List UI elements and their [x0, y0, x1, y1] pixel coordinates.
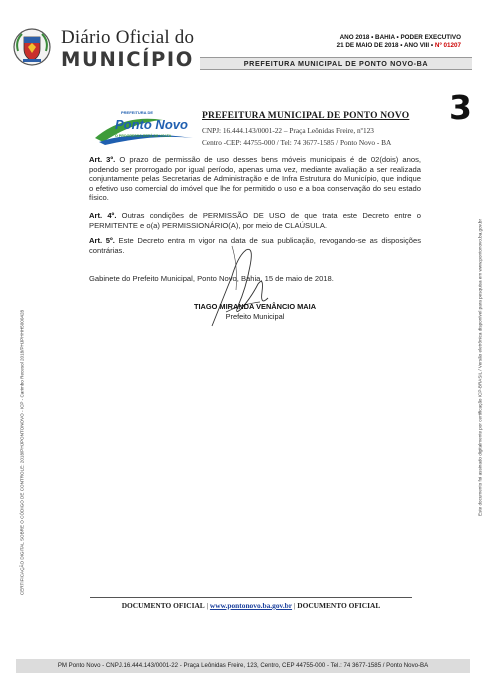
- signer-role: Prefeito Municipal: [225, 312, 285, 321]
- masthead-title-top: Diário Oficial do: [61, 27, 195, 48]
- issue-date: 21 DE MAIO DE 2018 • ANO VIII •: [336, 42, 434, 49]
- footer-label-left: DOCUMENTO OFICIAL: [121, 601, 205, 610]
- issue-line-2: [337, 42, 461, 50]
- masthead: [10, 24, 475, 74]
- bottom-address-bar: PM Ponto Novo - CNPJ.16.444.143/0001-22 - Praça Leônidas Freire, 123, Centro, CEP 44755-000 - Tel.: 74 3677-1585 / Ponto Novo-BA: [16, 659, 470, 673]
- certification-vertical-text: CERTIFICAÇÃO DIGITAL SOBRE O CÓDIGO DE CONTROLE: 2018/PHJPONTONOVO - ICP - Carimbo Recesol 2018/PHJPHHH5000428: [19, 309, 25, 596]
- footer-label-right: DOCUMENTO OFICIAL: [297, 601, 381, 610]
- logo-slogan: O PROGRESSO ESTÁ DE VOLTA: [115, 134, 172, 138]
- footer-url-link[interactable]: www.pontonovo.ba.gov.br: [209, 601, 293, 610]
- logo-main-text: Ponto Novo: [115, 117, 188, 132]
- letterhead-title: PREFEITURA MUNICIPAL DE PONTO NOVO: [202, 111, 410, 121]
- footer-separator: |: [293, 601, 298, 610]
- letterhead-line-2: Centro -CEP: 44755-000 / Tel: 74 3677-1585 / Ponto Novo - BA: [202, 138, 392, 147]
- page-number: 3: [449, 88, 472, 127]
- issue-number: Nº 01207: [434, 42, 461, 49]
- article-3: [89, 155, 421, 203]
- logo-small-text: PREFEITURA DE: [121, 110, 154, 115]
- footer-separator: |: [206, 601, 210, 610]
- article-3-text: O prazo de permissão de uso desses bens móveis municipais é de 02(dois) anos, podendo ser prorrogado por igual período, apenas uma vez, mediante avaliação a ser realizada conjuntamente pelas Secretarias de Administração e de Infra Estrutura do Município, que indique o efetivo uso comercial do imóvel que lhe for permitido o uso e a boa conservação do seu estado físico.: [89, 155, 421, 203]
- masthead-title-bottom: MUNICÍPIO: [61, 48, 194, 71]
- signer-name: TIAGO MIRANDA VENÂNCIO MAIA: [193, 302, 317, 311]
- municipal-coat-of-arms-icon: [12, 27, 52, 67]
- article-5-text: Este Decreto entra m vigor na data de sua publicação, revogando-se as disposições contrárias.: [89, 236, 422, 255]
- handwritten-signature: [202, 236, 282, 336]
- issue-info: [337, 34, 461, 50]
- issue-line-1: ANO 2018 • BAHIA • PODER EXECUTIVO: [339, 34, 461, 41]
- article-5-label: Art. 5º.: [89, 236, 115, 245]
- article-4: [89, 211, 421, 230]
- header-band: [200, 57, 472, 70]
- ponto-novo-logo: [93, 108, 197, 146]
- header-band-text: PREFEITURA MUNICIPAL DE PONTO NOVO-BA: [243, 59, 429, 68]
- closing-line: Gabinete do Prefeito Municipal, Ponto Novo, Bahia, 15 de maio de 2018.: [89, 274, 334, 283]
- document-footer: [90, 597, 412, 611]
- letterhead-line-1: CNPJ: 16.444.143/0001-22 – Praça Leônidas Freire, nº123: [202, 126, 374, 135]
- article-3-label: Art. 3º.: [89, 155, 116, 164]
- article-4-text: Outras condições de PERMISSÃO DE USO de que trata este Decreto entre o PERMITENTE e o(a) PERMISSIONÁRIO(A), por meio de CLAÚSULA.: [89, 211, 421, 230]
- article-4-label: Art. 4º.: [89, 211, 117, 220]
- digital-signature-vertical-text: Este documento foi assinado digitalmente por certificação ICP-BRASIL / Versão eletrônica disponível para pesquisa em www.pontonovo.ba.gov.br: [477, 219, 483, 516]
